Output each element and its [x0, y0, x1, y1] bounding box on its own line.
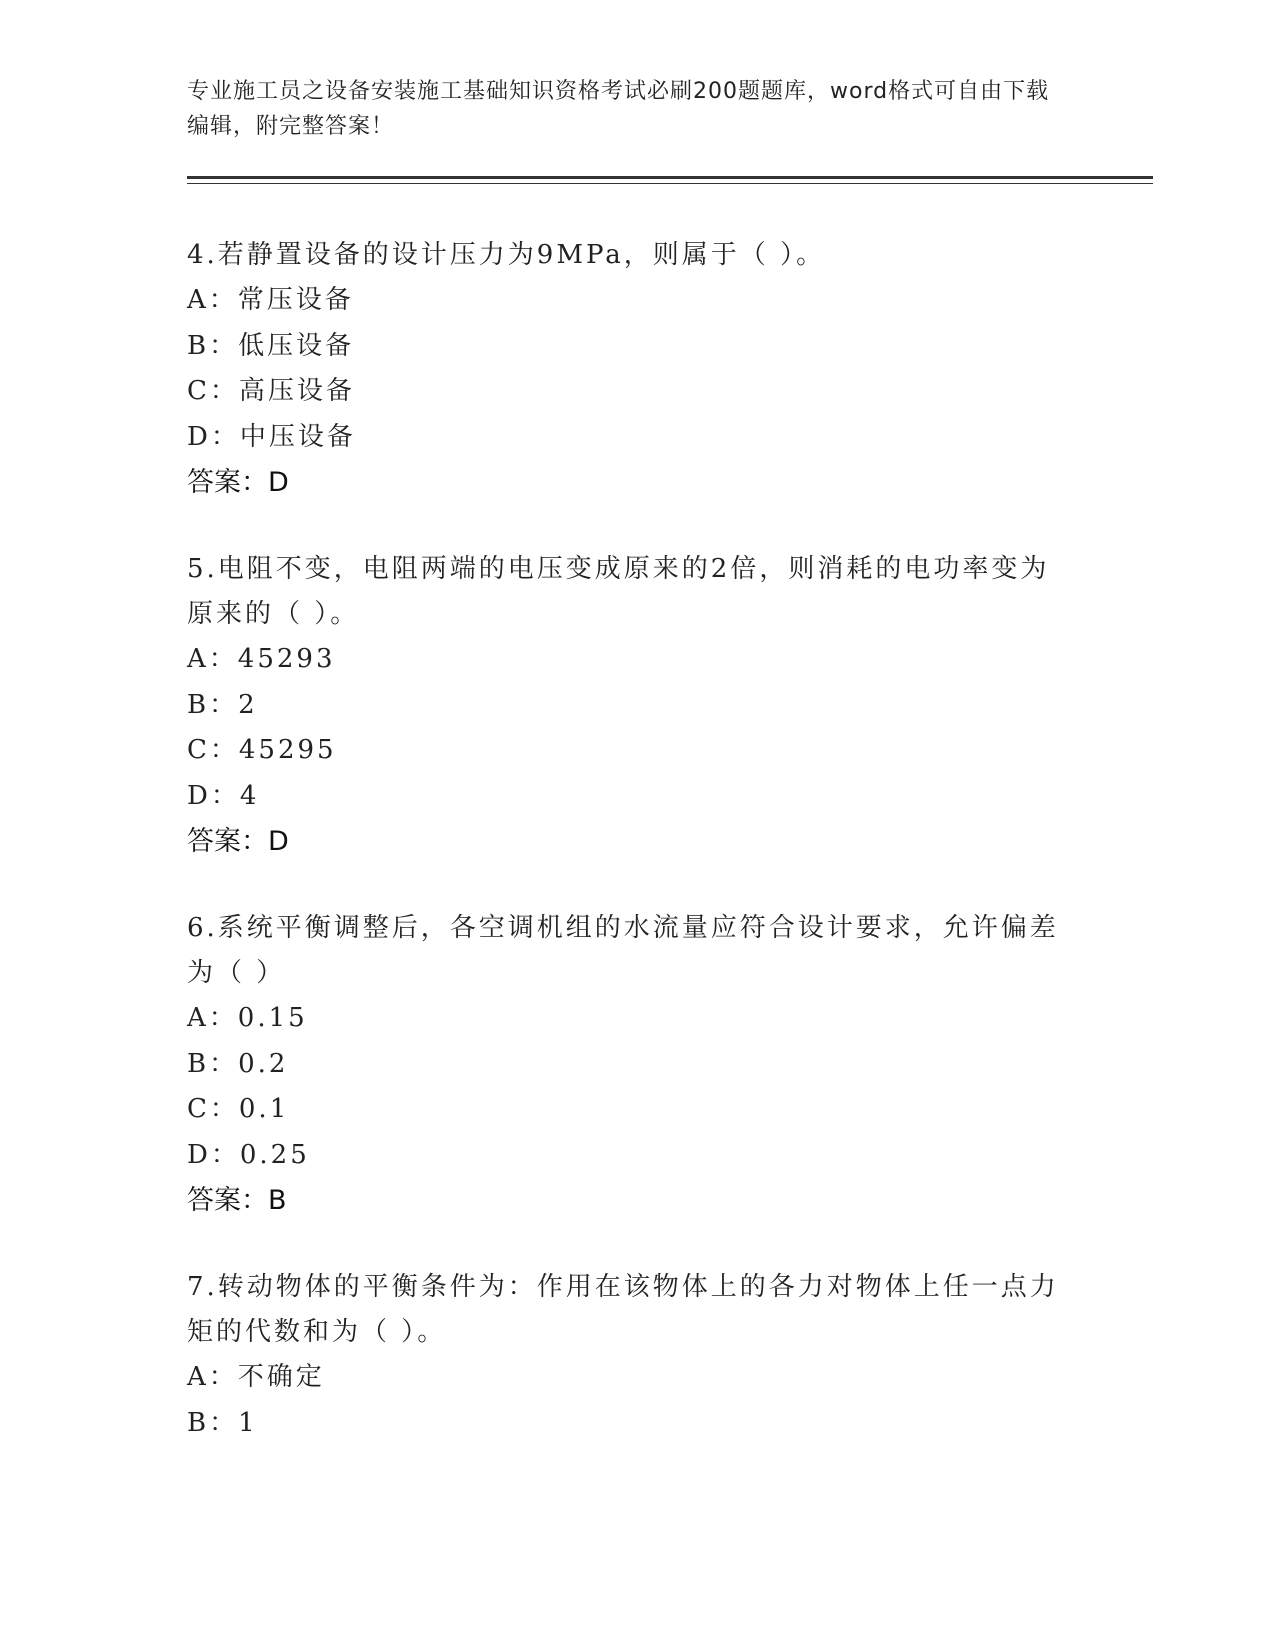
question-stem: 4.若静置设备的设计压力为9MPa，则属于（ ）。 [187, 240, 826, 270]
question-stem: 6.系统平衡调整后，各空调机组的水流量应符合设计要求，允许偏差为（ ） [187, 913, 1059, 988]
option-c: C：0.1 [187, 1094, 290, 1124]
option-d: D：中压设备 [187, 421, 356, 452]
question-5 [187, 547, 1067, 864]
option-a: A：常压设备 [187, 285, 354, 315]
question-stem: 5.电阻不变，电阻两端的电压变成原来的2倍，则消耗的电功率变为原来的（ ）。 [187, 554, 1050, 629]
question-stem: 7.转动物体的平衡条件为：作用在该物体上的各力对物体上任一点力矩的代数和为（ ）。 [187, 1272, 1059, 1347]
option-b: B：低压设备 [187, 330, 355, 361]
question-4 [187, 233, 1067, 505]
option-c: C：45295 [187, 735, 337, 765]
question-6 [187, 906, 1067, 1223]
option-c: C：高压设备 [187, 376, 355, 406]
option-b: B：1 [187, 1407, 258, 1438]
header-divider-thick [187, 176, 1153, 179]
option-b: B：0.2 [187, 1048, 289, 1079]
option-a: A：不确定 [187, 1362, 325, 1392]
answer-label: 答案：D [187, 467, 289, 498]
answer-label: 答案：B [187, 1185, 287, 1216]
option-a: A：0.15 [187, 1003, 308, 1033]
option-a: A：45293 [187, 644, 336, 674]
option-d: D：0.25 [187, 1139, 310, 1170]
question-7 [187, 1265, 1067, 1446]
document-header: 专业施工员之设备安装施工基础知识资格考试必刷200题题库，word格式可自由下载编辑，附完整答案！ [187, 79, 1050, 139]
question-list [187, 233, 1067, 1488]
option-b: B：2 [187, 689, 258, 720]
header-divider-thin [187, 183, 1153, 184]
answer-label: 答案：D [187, 826, 289, 857]
option-d: D：4 [187, 780, 260, 811]
